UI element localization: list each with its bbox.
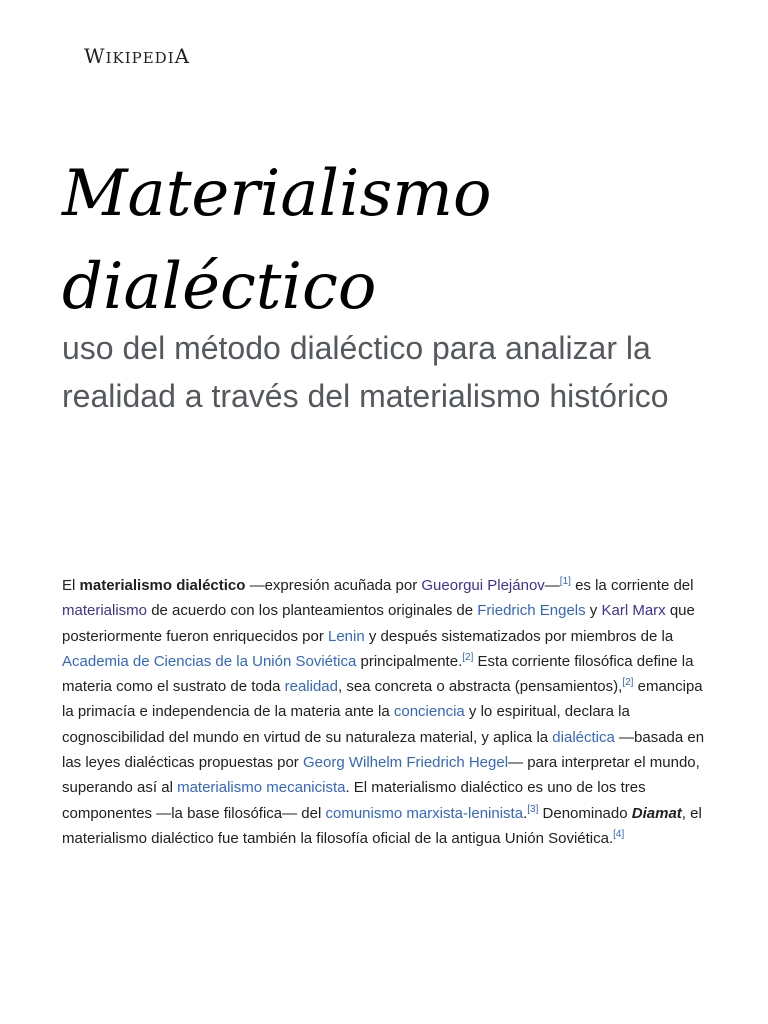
text-span: —expresión acuñada por xyxy=(245,577,422,594)
text-span: de acuerdo con los planteamientos originales de xyxy=(147,602,478,620)
page-subtitle: uso del método dialéctico para analizar la realidad a través del materialismo histórico xyxy=(62,330,669,414)
ref-1-link[interactable]: [1] xyxy=(559,576,571,587)
intro-paragraph xyxy=(62,573,714,851)
link-hegel[interactable]: Georg Wilhelm Friedrich Hegel xyxy=(302,754,509,772)
ref-2b-link[interactable]: [2] xyxy=(622,677,634,689)
ref-4[interactable] xyxy=(613,829,624,840)
link-gueorgui-plejanov[interactable]: Gueorgui Plejánov xyxy=(421,577,545,594)
link-materialismo[interactable]: materialismo xyxy=(62,602,148,620)
ref-2-link[interactable]: [2] xyxy=(462,651,474,663)
text-span: El xyxy=(62,577,80,594)
text-span: , el materialismo dialéctico fue también la filosofía oficial de la antigua Unión Soviética. xyxy=(62,804,702,847)
link-conciencia[interactable]: conciencia xyxy=(393,703,465,721)
link-friedrich-engels[interactable]: Friedrich Engels xyxy=(477,602,586,620)
link-dialectica[interactable]: dialéctica xyxy=(552,728,615,746)
ref-1[interactable] xyxy=(560,576,571,587)
text-span: Denominado xyxy=(538,804,632,822)
ref-4-link[interactable]: [4] xyxy=(613,828,625,840)
ref-2b[interactable] xyxy=(622,677,633,688)
ref-2[interactable] xyxy=(462,652,473,663)
text-span: y lo espiritual, declara la cognoscibilidad del mundo en virtud de su naturaleza material, y aplica la xyxy=(62,703,630,746)
ref-3[interactable] xyxy=(527,804,538,815)
link-realidad[interactable]: realidad xyxy=(284,678,338,696)
text-span: — para interpretar el mundo, superando así al xyxy=(62,754,700,797)
wikipedia-wordmark-logo[interactable]: WIKIPEDIA xyxy=(84,44,191,68)
text-span: . xyxy=(523,804,528,822)
link-materialismo-mecanicista[interactable]: materialismo mecanicista xyxy=(177,779,346,797)
text-span: que posteriormente fueron enriquecidos por xyxy=(62,602,695,645)
text-span: y después sistematizados por miembros de la xyxy=(364,627,674,645)
text-span: es la corriente del xyxy=(570,577,694,594)
text-span: , sea concreta o abstracta (pensamientos), xyxy=(338,678,623,696)
text-span: —basada en las leyes dialécticas propuestas por xyxy=(62,728,705,772)
text-span: Esta corriente filosófica define la materia como el sustrato de toda xyxy=(62,652,694,696)
term-diamat: Diamat xyxy=(631,804,682,822)
link-academia-ciencias[interactable]: Academia de Ciencias de la Unión Soviética xyxy=(62,652,357,670)
ref-3-link[interactable]: [3] xyxy=(527,803,539,815)
text-span: y xyxy=(585,602,602,620)
link-comunismo-marxista-leninista[interactable]: comunismo marxista-leninista xyxy=(325,804,524,822)
page-title: Materialismo dialéctico xyxy=(62,157,492,324)
text-span: principalmente. xyxy=(356,652,463,670)
text-span: . El materialismo dialéctico es uno de los tres componentes —la base filosófica— del xyxy=(62,779,646,822)
text-span: emancipa la primacía e independencia de la materia ante la xyxy=(62,678,703,721)
term-materialismo-dialectico: materialismo dialéctico xyxy=(79,577,246,594)
link-karl-marx[interactable]: Karl Marx xyxy=(601,602,666,620)
link-lenin[interactable]: Lenin xyxy=(328,627,365,645)
text-span: — xyxy=(544,577,560,594)
